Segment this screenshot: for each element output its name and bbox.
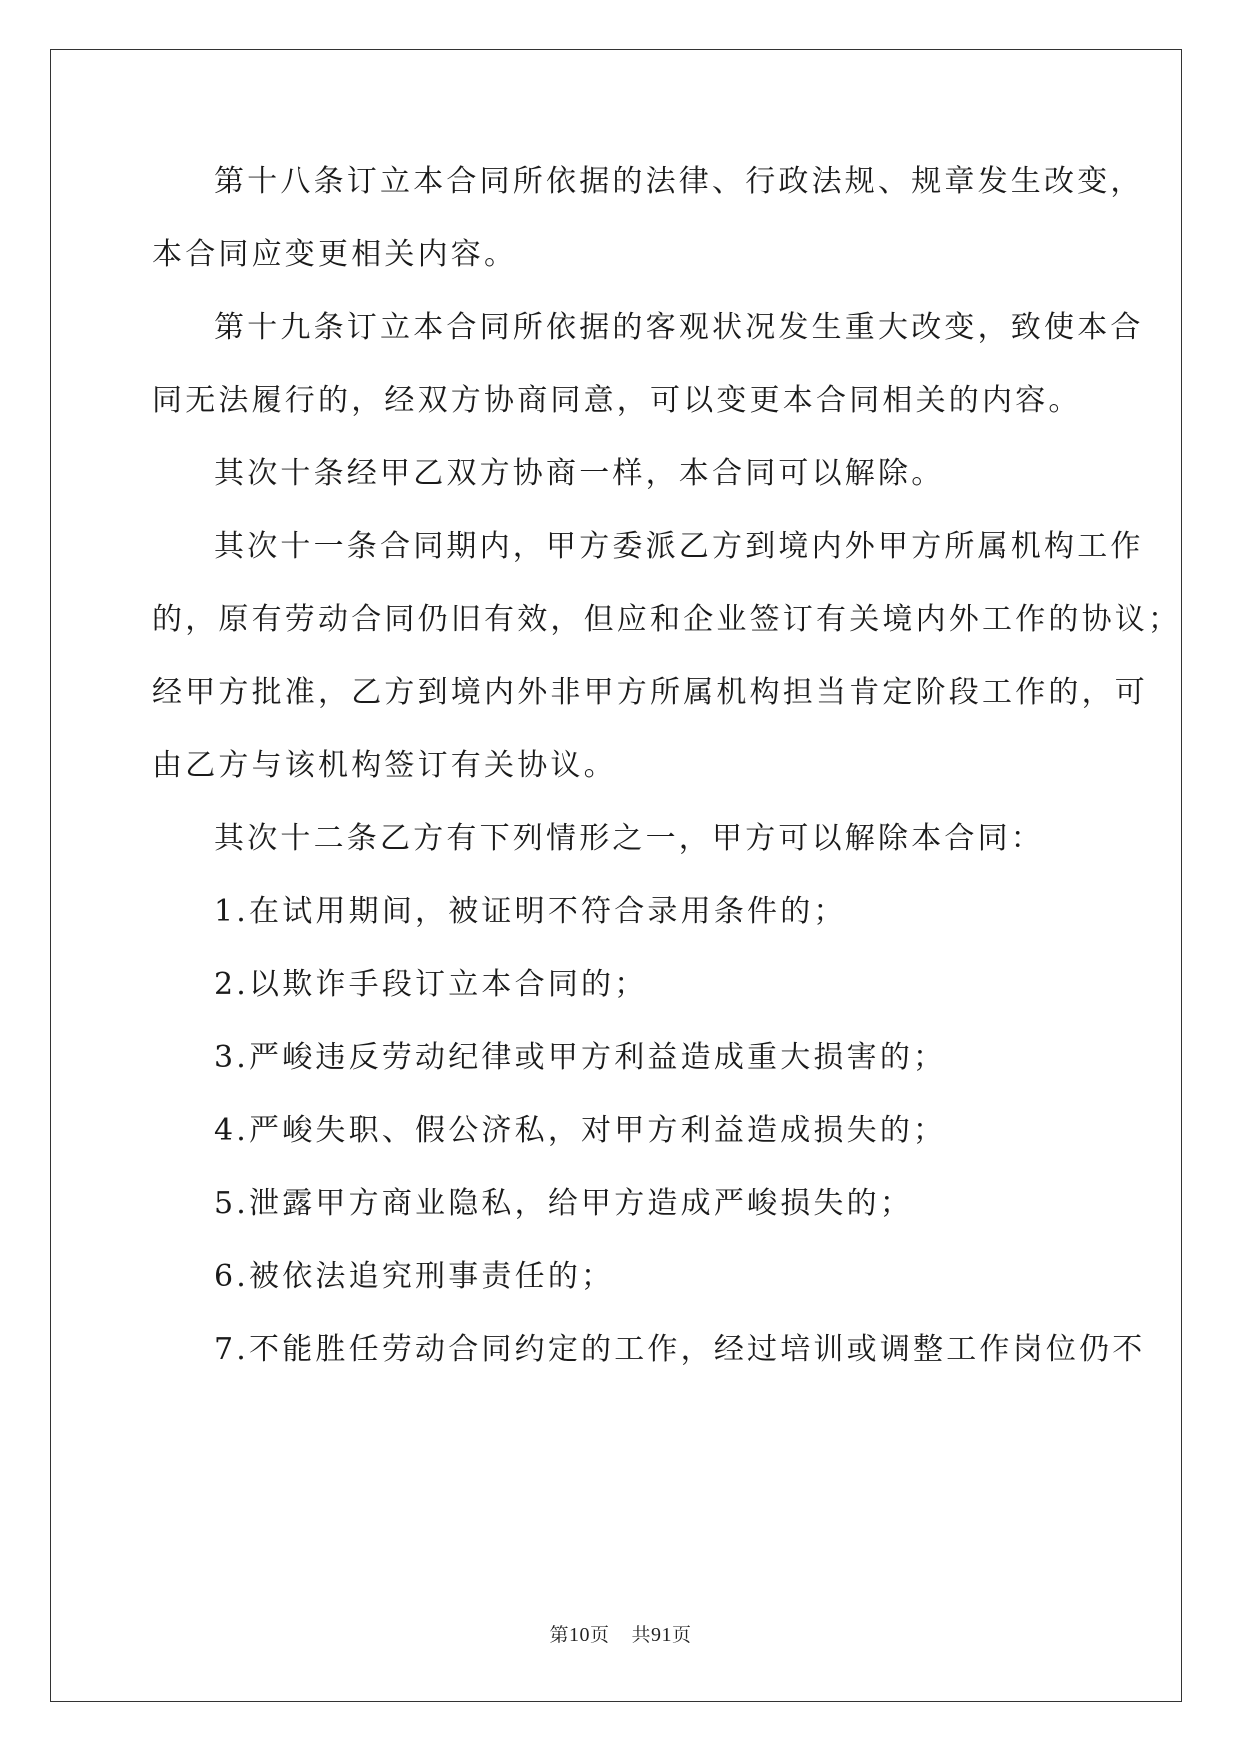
list-item: 2.以欺诈手段订立本合同的； [214, 967, 648, 1002]
paragraph-line: 其次十一条合同期内，甲方委派乙方到境内外甲方所属机构工作 [214, 529, 1144, 564]
paragraph-line: 的，原有劳动合同仍旧有效，但应和企业签订有关境内外工作的协议； [152, 602, 1182, 637]
page-border [50, 49, 1182, 1702]
total-pages-number: 91 [651, 1624, 673, 1646]
list-item: 4.严峻失职、假公济私，对甲方利益造成损失的； [214, 1113, 947, 1148]
total-prefix: 共 [631, 1624, 652, 1646]
total-suffix: 页 [672, 1624, 692, 1646]
paragraph-line: 其次十二条乙方有下列情形之一，甲方可以解除本合同： [214, 821, 1044, 856]
paragraph-line: 本合同应变更相关内容。 [152, 237, 518, 272]
paragraph-line: 其次十条经甲乙双方协商一样，本合同可以解除。 [214, 456, 945, 491]
paragraph-line: 第十八条订立本合同所依据的法律、行政法规、规章发生改变， [214, 164, 1144, 199]
paragraph-line: 由乙方与该机构签订有关协议。 [152, 748, 617, 783]
page-prefix: 第 [549, 1624, 569, 1646]
list-item: 3.严峻违反劳动纪律或甲方利益造成重大损害的； [214, 1040, 947, 1075]
page-footer [0, 1620, 1241, 1647]
list-item: 1.在试用期间，被证明不符合录用条件的； [214, 894, 847, 929]
paragraph-line: 同无法履行的，经双方协商同意，可以变更本合同相关的内容。 [152, 383, 1082, 418]
list-item: 5.泄露甲方商业隐私，给甲方造成严峻损失的； [214, 1186, 914, 1221]
paragraph-line: 第十九条订立本合同所依据的客观状况发生重大改变，致使本合 [214, 310, 1144, 345]
list-item: 6.被依法追究刑事责任的； [214, 1259, 615, 1294]
list-item: 7.不能胜任劳动合同约定的工作，经过培训或调整工作岗位仍不 [214, 1332, 1146, 1367]
current-page-number: 10 [568, 1624, 590, 1646]
paragraph-line: 经甲方批准，乙方到境内外非甲方所属机构担当肯定阶段工作的，可 [152, 675, 1148, 710]
page-suffix: 页 [589, 1624, 610, 1646]
